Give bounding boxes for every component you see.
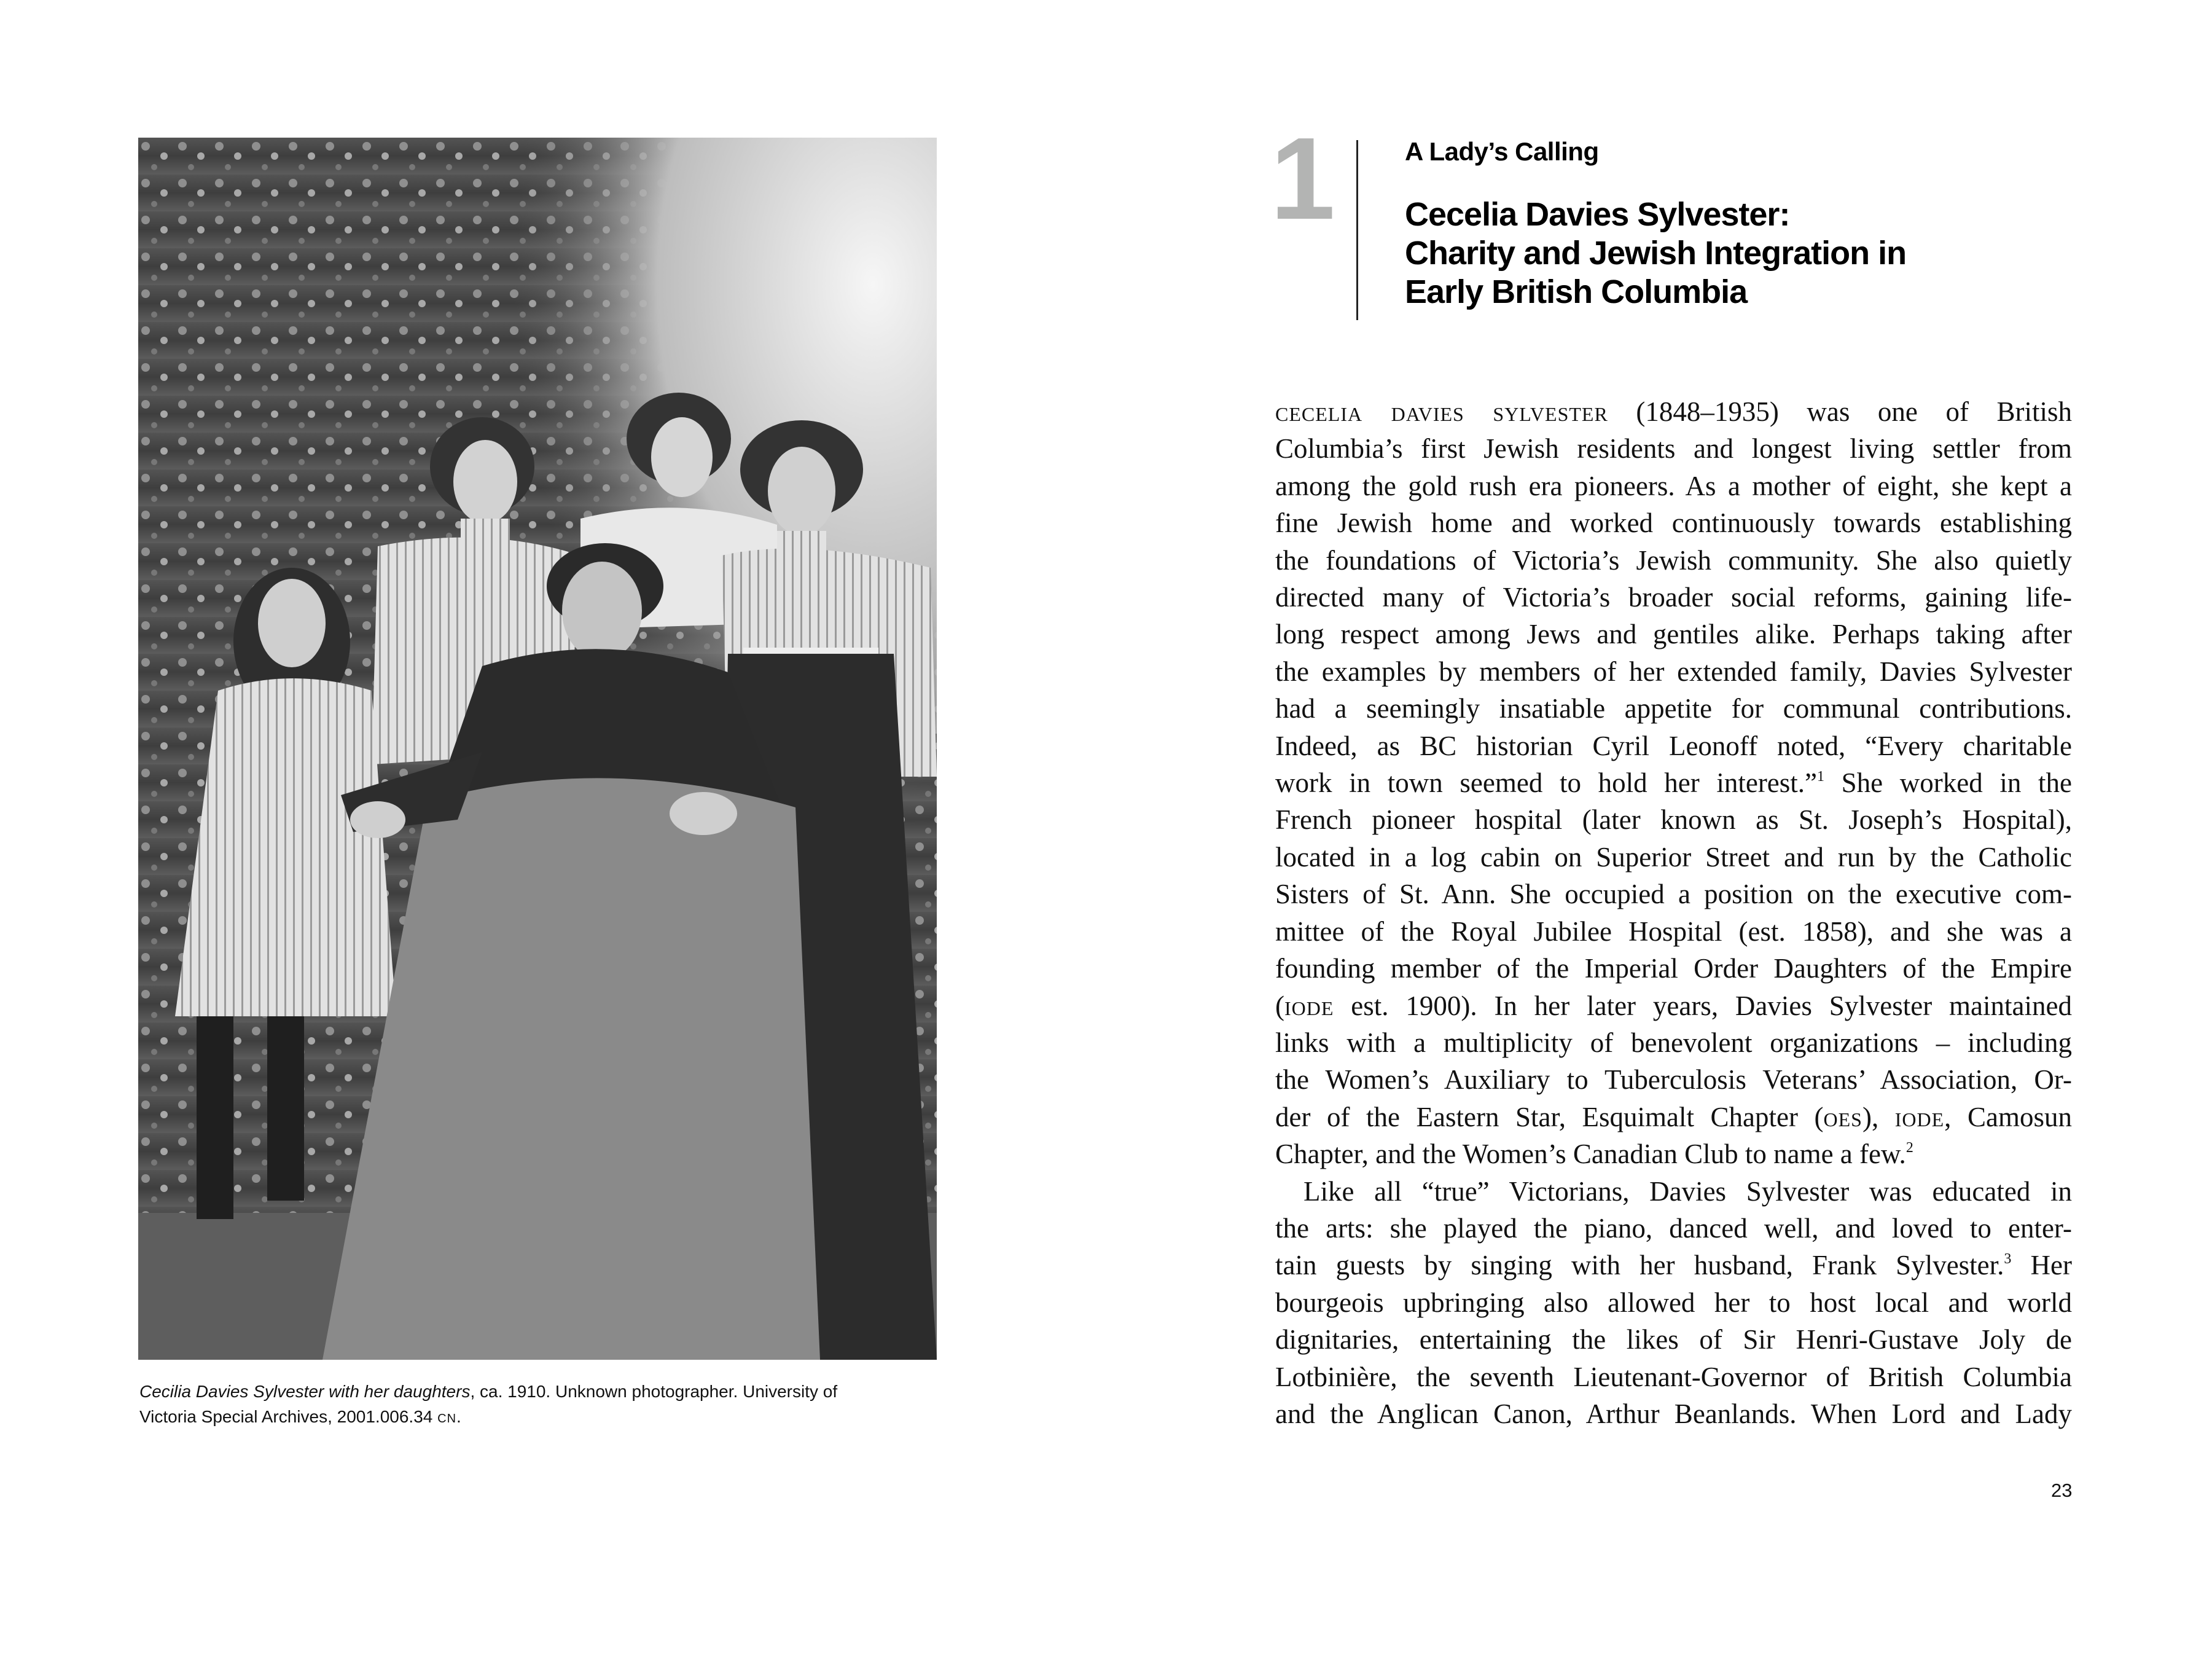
body-line (1275, 950, 2072, 987)
body-text-run: the arts: she played the piano, danced well, and loved to enter- (1275, 1212, 2072, 1244)
footnote-marker: 3 (2004, 1251, 2012, 1268)
body-text-run: the Women’s Auxiliary to Tuberculosis Veterans’ Association, Or- (1275, 1064, 2072, 1096)
body-text-run: She worked in the (1824, 767, 2072, 799)
body-line (1275, 913, 2072, 950)
body-text-run: dignitaries, entertaining the likes of Sir Henri-Gustave Joly de (1275, 1324, 2072, 1355)
caption-photo-title: Cecilia Davies Sylvester with her daughters (139, 1382, 471, 1401)
body-line (1275, 579, 2072, 616)
body-text-run: Chapter, and the Women’s Canadian Club to name a few. (1275, 1139, 1906, 1170)
body-line (1275, 504, 2072, 541)
body-line (1275, 1321, 2072, 1358)
chapter-title-line: Cecelia Davies Sylvester: (1405, 196, 1790, 233)
footnote-marker: 2 (1905, 1140, 1913, 1156)
body-text-run: French pioneer hospital (later known as St. Joseph’s Hospital), (1275, 804, 2072, 836)
body-line (1275, 1024, 2072, 1061)
caption-archive-suffix: cn (437, 1407, 457, 1426)
chapter-title-line: Charity and Jewish Integration in (1405, 235, 1907, 272)
body-line (1275, 1173, 2072, 1210)
caption-end: . (456, 1407, 461, 1426)
body-text-run: among the gold rush era pioneers. As a mother of eight, she kept a (1275, 470, 2072, 501)
body-text-run: long respect among Jews and gentiles alike. Perhaps taking after (1275, 619, 2072, 650)
body-line (1275, 468, 2072, 504)
body-text-run: had a seemingly insatiable appetite for communal contributions. (1275, 693, 2072, 724)
footnote-marker: 1 (1817, 769, 1825, 785)
body-text-run: (1848–1935) was one of British (1608, 396, 2073, 427)
body-line (1275, 1099, 2072, 1135)
body-text-run: work in town seemed to hold her interest.” (1275, 767, 1818, 799)
body-text-run: est. 1900). In her later years, Davies Sylvester maintained (1334, 990, 2072, 1021)
page-number: 23 (2051, 1480, 2073, 1501)
caption-credit: , ca. 1910. Unknown photographer. University of (470, 1382, 838, 1401)
small-caps-text: cecelia davies sylvester (1275, 396, 1608, 427)
caption-archive: Victoria Special Archives, 2001.006.34 (139, 1407, 438, 1426)
archival-photograph (138, 138, 937, 1360)
body-line (1275, 1284, 2072, 1321)
chapter-title (1405, 195, 1906, 312)
body-line (1275, 801, 2072, 838)
body-line (1275, 1135, 2072, 1172)
body-text-run: Her (2011, 1250, 2072, 1281)
body-text-run: the examples by members of her extended family, Davies Sylvester (1275, 656, 2072, 687)
photo-caption (139, 1379, 938, 1429)
body-line (1275, 1359, 2072, 1395)
body-text-run: links with a multiplicity of benevolent organizations – including (1275, 1027, 2072, 1058)
body-text-run: ( (1275, 990, 1284, 1021)
body-text-run: tain guests by singing with her husband, Frank Sylvester. (1275, 1250, 2004, 1281)
body-text-run: and the Anglican Canon, Arthur Beanlands. When Lord and Lady (1275, 1398, 2072, 1429)
body-line (1275, 542, 2072, 579)
body-line (1275, 653, 2072, 690)
body-text-run: Sisters of St. Ann. She occupied a position on the executive com- (1275, 879, 2072, 910)
body-text-run: der of the Eastern Star, Esquimalt Chapter ( (1275, 1101, 1824, 1132)
body-line (1275, 690, 2072, 727)
body-line (1275, 1210, 2072, 1247)
body-text-run: ), (1862, 1101, 1895, 1132)
body-text-run: mittee of the Royal Jubilee Hospital (est. 1858), and she was a (1275, 916, 2072, 947)
small-caps-text: iode (1894, 1101, 1945, 1132)
photo-illustration (138, 138, 937, 1360)
body-line (1275, 1061, 2072, 1098)
body-text-run: Like all “true” Victorians, Davies Sylvester was educated in (1303, 1175, 2072, 1207)
body-line (1275, 839, 2072, 876)
body-text-run: directed many of Victoria’s broader social reforms, gaining life- (1275, 582, 2072, 613)
body-line (1275, 764, 2072, 801)
body-text-run: located in a log cabin on Superior Street and run by the Catholic (1275, 841, 2072, 873)
body-line (1275, 616, 2072, 653)
body-text-run: Lotbinière, the seventh Lieutenant-Governor of British Columbia (1275, 1361, 2072, 1392)
body-text-run: fine Jewish home and worked continuously towards establishing (1275, 508, 2072, 539)
small-caps-text: oes (1823, 1101, 1862, 1132)
chapter-title-line: Early British Columbia (1405, 273, 1748, 310)
chapter-number: 1 (1270, 114, 1332, 244)
chapter-divider-rule (1356, 140, 1358, 320)
chapter-kicker: A Lady’s Calling (1405, 137, 1599, 166)
body-line (1275, 430, 2072, 467)
body-line (1275, 876, 2072, 912)
body-line (1275, 1247, 2072, 1284)
body-text-run: founding member of the Imperial Order Daughters of the Empire (1275, 953, 2072, 984)
body-text-run: the foundations of Victoria’s Jewish community. She also quietly (1275, 544, 2072, 576)
body-line (1275, 728, 2072, 764)
body-line (1275, 1395, 2072, 1432)
small-caps-text: iode (1284, 990, 1334, 1021)
body-line (1275, 393, 2072, 430)
body-text-run: Columbia’s first Jewish residents and longest living settler from (1275, 433, 2072, 465)
body-text-run: bourgeois upbringing also allowed her to host local and world (1275, 1287, 2072, 1318)
caption-line-2 (139, 1404, 938, 1429)
body-text-run: Indeed, as BC historian Cyril Leonoff noted, “Every charitable (1275, 730, 2072, 761)
caption-line-1 (139, 1379, 938, 1404)
body-text (1275, 393, 2072, 1432)
body-text-run: , Camosun (1944, 1101, 2072, 1132)
body-line (1275, 987, 2072, 1024)
